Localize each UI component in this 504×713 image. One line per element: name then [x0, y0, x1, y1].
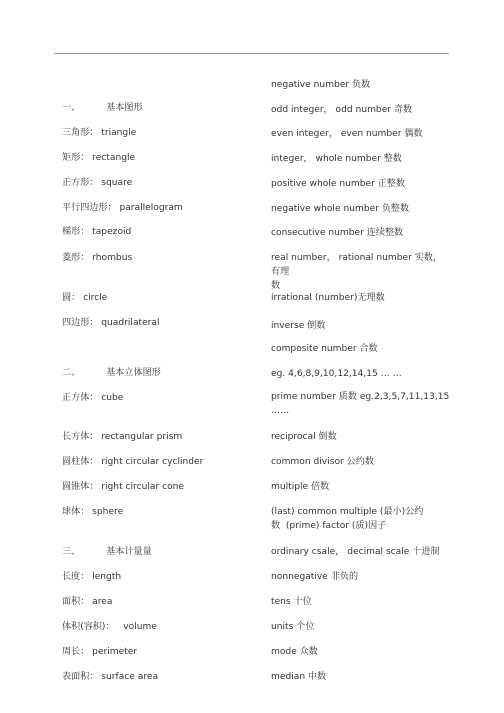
example-composite-numbers: eg. 4,6,8,9,10,12,14,15 … … — [271, 369, 402, 379]
term-real-number — [271, 251, 453, 293]
term-inverse: inverse 倒数 — [271, 321, 326, 331]
term-parallelogram: 平行四边形： parallelogram — [62, 203, 183, 213]
term-trapezoid: 梯形： tapezoid — [62, 227, 132, 237]
term-composite-number: composite number 合数 — [271, 344, 378, 354]
term-units: units 个位 — [271, 622, 315, 632]
section-heading-measures: 三、 基本计量量 — [62, 547, 152, 557]
term-square: 正方形： square — [62, 178, 133, 188]
term-tens: tens 十位 — [271, 597, 312, 607]
term-decimal-scale: ordinary csale， decimal scale 十进制 — [271, 547, 440, 557]
term-circle: 圆： circle — [62, 293, 108, 303]
term-rhombus: 菱形： rhombus — [62, 253, 133, 263]
term-consecutive-number: consecutive number 连续整数 — [271, 228, 404, 238]
term-surface-area: 表面积： surface area — [62, 672, 159, 682]
term-cylinder: 圆柱体： right circular cyclinder — [62, 457, 204, 467]
term-common-divisor: common divisor 公约数 — [271, 457, 374, 467]
term-negative-whole-number: negative whole number 负整数 — [271, 204, 410, 214]
term-median: median 中数 — [271, 672, 327, 682]
term-integer: integer， whole number 整数 — [271, 154, 402, 164]
term-prime-number — [271, 390, 453, 418]
term-real-number-line-1: real number， rational number 实数， 有理 — [271, 253, 442, 277]
term-rectangular-prism: 长方体： rectangular prism — [62, 432, 183, 442]
term-common-multiple-line-2: 数 (prime) factor (质)因子 — [271, 521, 387, 531]
term-odd-number: odd integer， odd number 奇数 — [271, 105, 413, 115]
term-area: 面积： area — [62, 597, 113, 607]
term-nonnegative: nonnegative 非负的 — [271, 572, 359, 582]
term-common-multiple — [271, 505, 453, 533]
term-cube: 正方体： cube — [62, 393, 124, 403]
term-triangle: 三角形： triangle — [62, 128, 137, 138]
term-prime-number-line-1: prime number 质数 eg.2,3,5,7,11,13,15 — [271, 392, 450, 402]
term-rectangle: 矩形： rectangle — [62, 153, 136, 163]
section-heading-solid-shapes: 二、 基本立体图形 — [62, 368, 161, 378]
term-length: 长度： length — [62, 572, 122, 582]
term-positive-whole-number: positive whole number 正整数 — [271, 179, 405, 189]
term-mode: mode 众数 — [271, 647, 318, 657]
term-common-multiple-line-1: (last) common multiple (最小)公约 — [271, 507, 424, 517]
term-sphere: 球体： sphere — [62, 507, 124, 517]
term-cone: 圆锥体： right circular cone — [62, 482, 185, 492]
term-real-number-line-2: 数 — [271, 281, 281, 291]
header-rule — [54, 53, 449, 54]
term-negative-number: negative number 负数 — [271, 80, 371, 90]
section-heading-basic-shapes: 一、 基本图形 — [62, 103, 143, 113]
term-quadrilateral: 四边形： quadrilateral — [62, 318, 160, 328]
term-reciprocal: reciprocal 倒数 — [271, 432, 337, 442]
term-prime-number-line-2: …… — [271, 406, 290, 416]
term-irrational-number: irrational (number)无理数 — [271, 293, 385, 303]
term-even-number: even integer， even number 偶数 — [271, 129, 423, 139]
term-volume: 体积(容积)： volume — [62, 622, 157, 632]
term-multiple: multiple 倍数 — [271, 482, 330, 492]
term-perimeter: 周长： perimeter — [62, 647, 138, 657]
